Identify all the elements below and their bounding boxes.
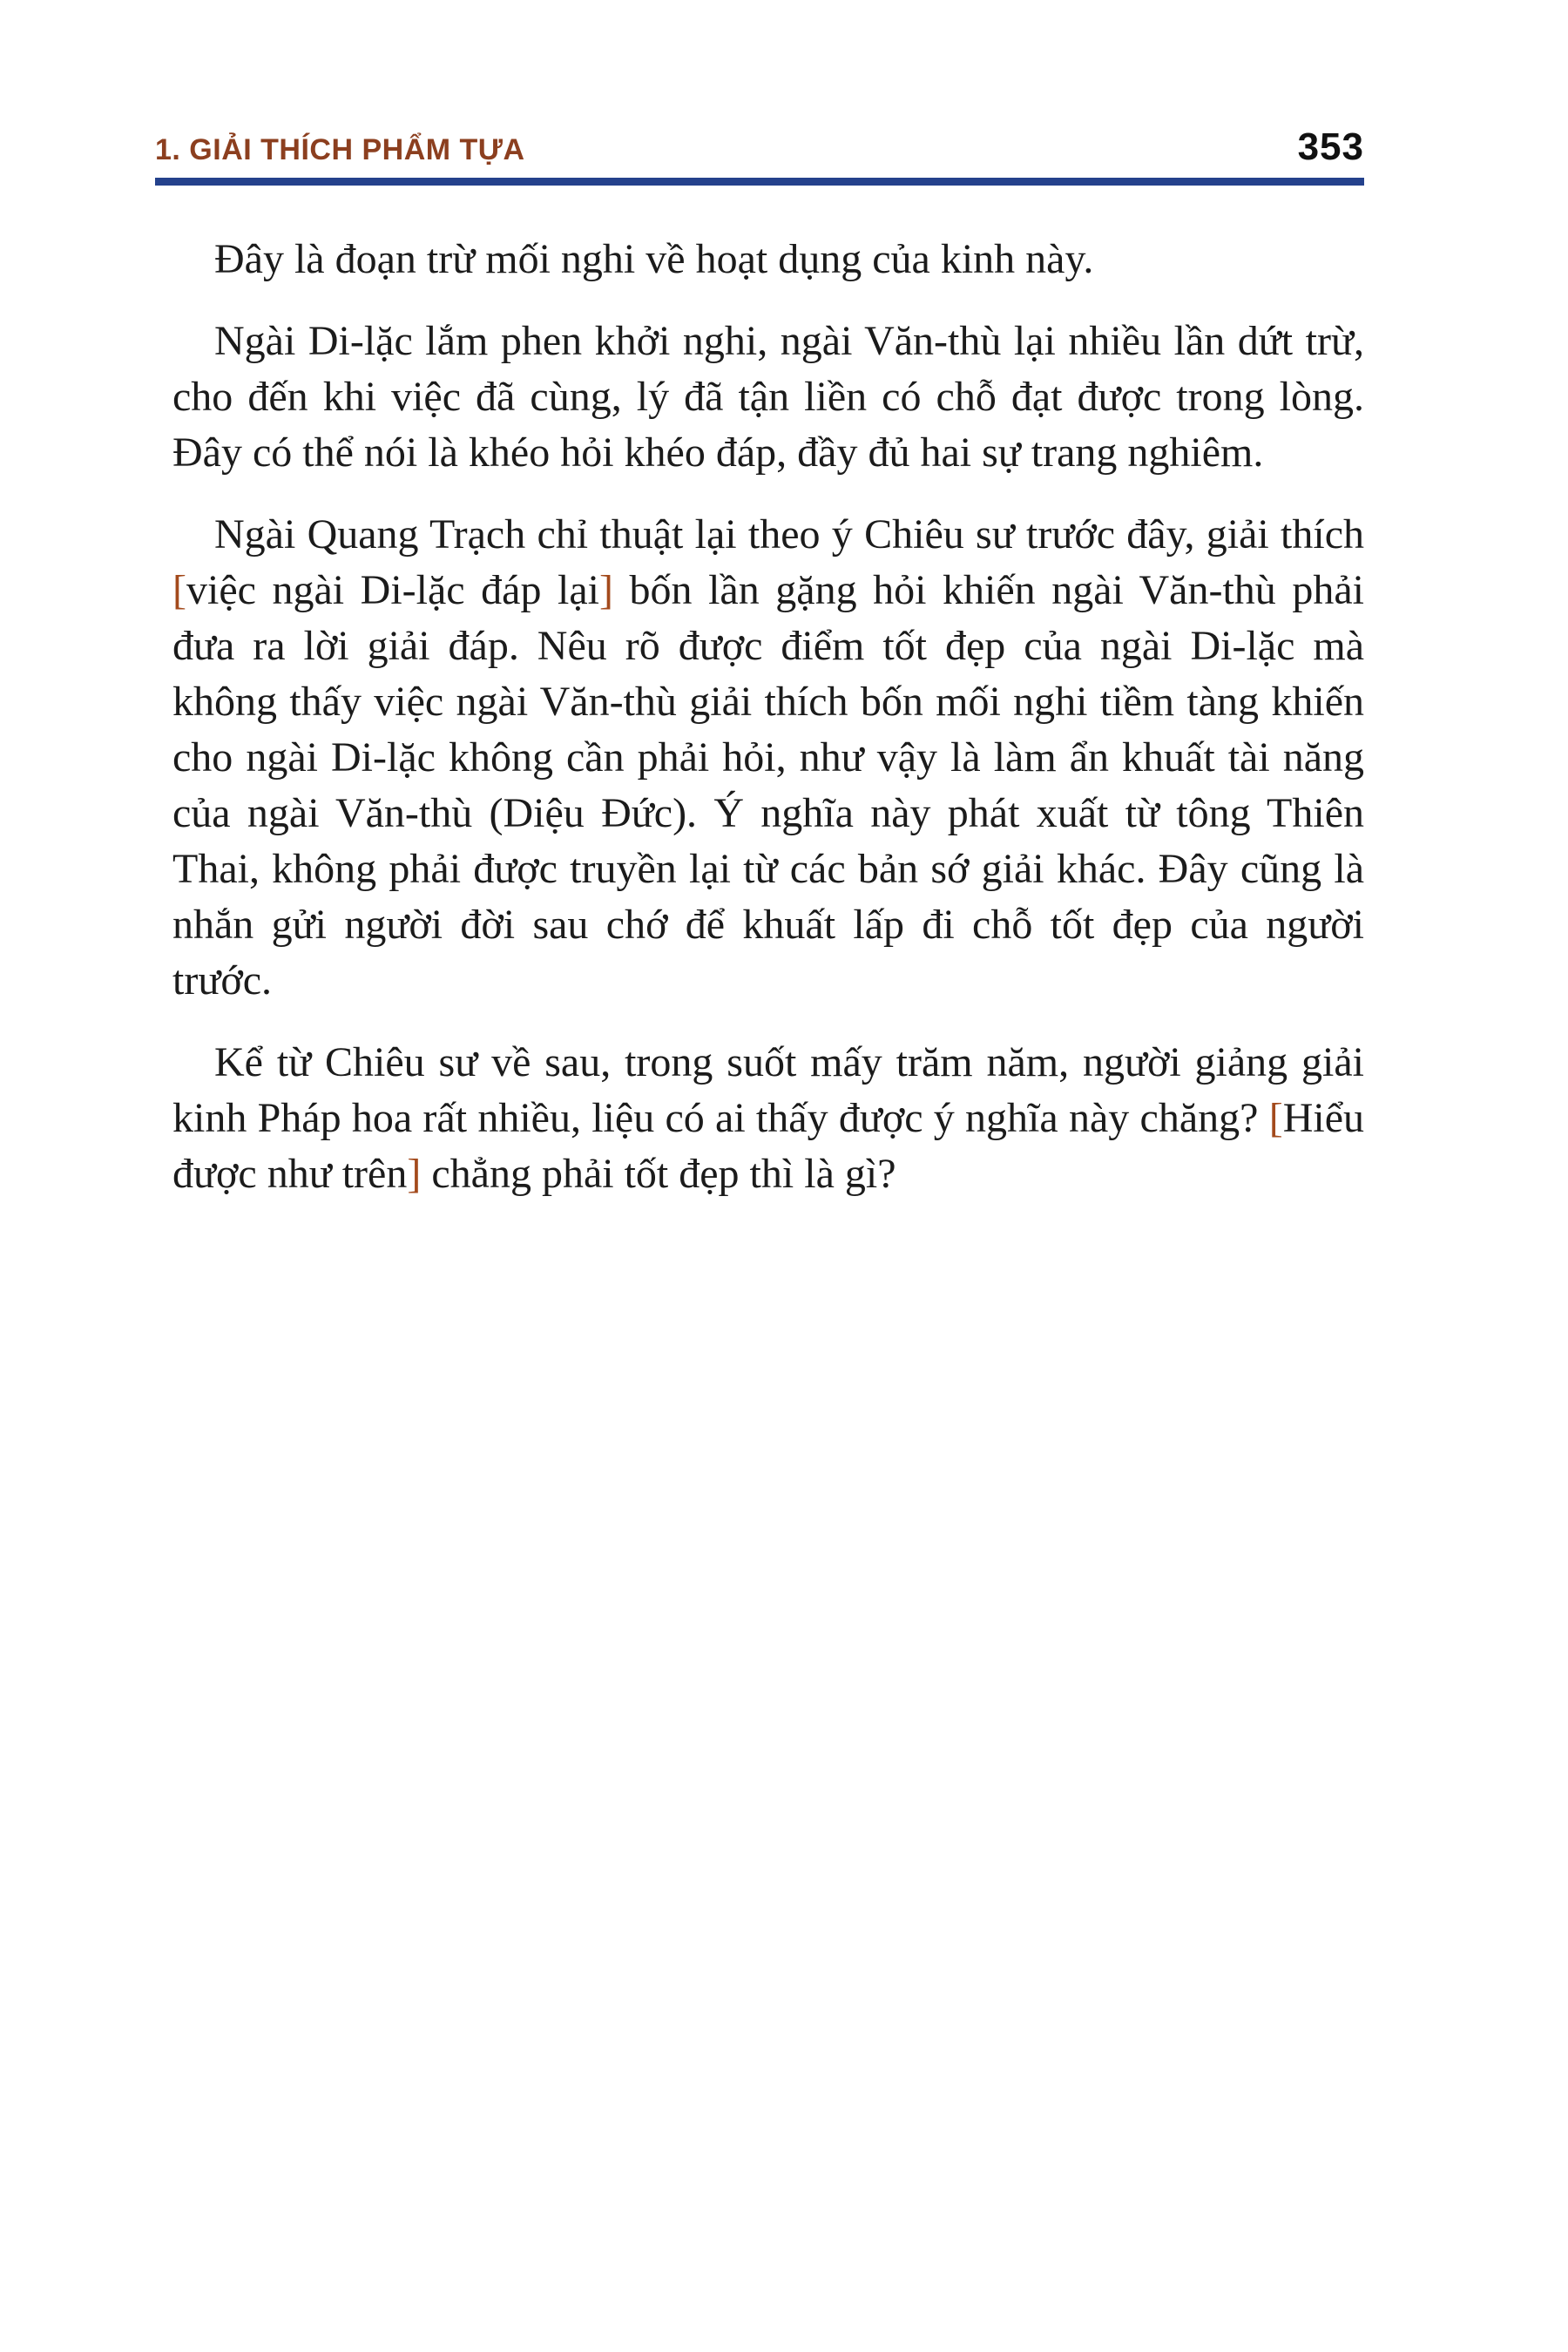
body-paragraph: Ngài Quang Trạch chỉ thuật lại theo ý Chiêu sư trước đây, giải thích [việc ngài Di-lặc đáp lại] bốn lần gặng hỏi khiến ngài Văn-thù phải đưa ra lời giải đáp. Nêu rõ được điểm tốt đẹp của ngài Di-lặc mà không thấy việc ngài Văn-thù giải thích bốn mối nghi tiềm tàng khiến cho ngài Di-lặc không cần phải hỏi, như vậy là làm ẩn khuất tài năng của ngài Văn-thù (Diệu Đức). Ý nghĩa này phát xuất từ tông Thiên Thai, không phải được truyền lại từ các bản sớ giải khác. Đây cũng là nhắn gửi người đời sau chớ để khuất lấp đi chỗ tốt đẹp của người trước. xyxy=(172,511,1364,1004)
page-header xyxy=(155,125,1364,186)
body-paragraph: Ngài Di-lặc lắm phen khởi nghi, ngài Văn-thù lại nhiều lần dứt trừ, cho đến khi việc đã cùng, lý đã tận liền có chỗ đạt được trong lòng. Đây có thể nói là khéo hỏi khéo đáp, đầy đủ hai sự trang nghiêm. xyxy=(172,318,1364,476)
header-rule xyxy=(155,178,1364,186)
chapter-heading: 1. GIẢI THÍCH PHẨM TỰA xyxy=(155,133,525,166)
bracket-mark: ] xyxy=(407,1151,422,1197)
body-paragraph: Đây là đoạn trừ mối nghi về hoạt dụng của kinh này. xyxy=(214,236,1094,282)
header-row xyxy=(155,125,1364,169)
bracket-mark: [ xyxy=(172,567,186,613)
page-number: 353 xyxy=(1297,125,1364,168)
bracket-mark: ] xyxy=(598,567,613,613)
body-text-block xyxy=(172,232,1364,1202)
body-paragraph: Kể từ Chiêu sư về sau, trong suốt mấy trăm năm, người giảng giải kinh Pháp hoa rất nhiều, liệu có ai thấy được ý nghĩa này chăng? [Hiểu được như trên] chẳng phải tốt đẹp thì là gì? xyxy=(172,1039,1364,1197)
bracket-mark: [ xyxy=(1268,1095,1283,1141)
